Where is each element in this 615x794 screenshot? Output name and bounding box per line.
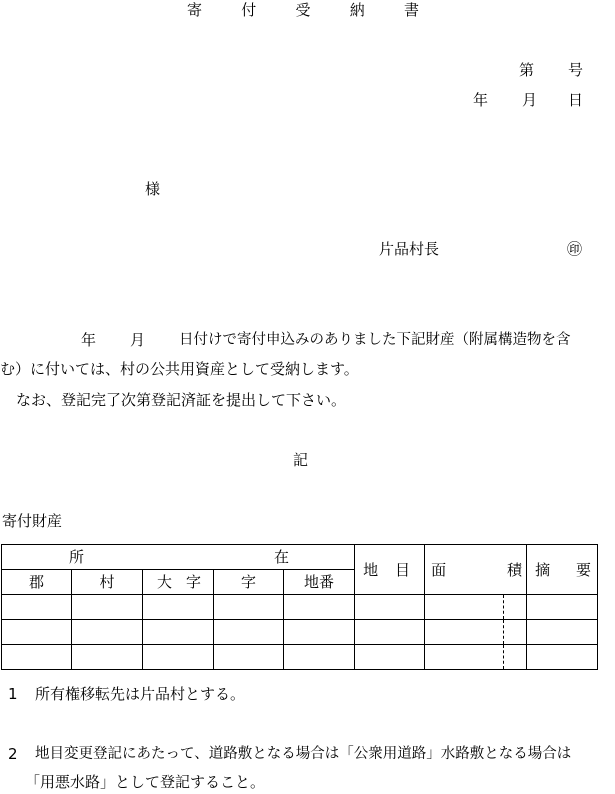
mura-header: 村: [72, 570, 143, 595]
note-2-continuation: 「用悪水路」として登記すること。: [25, 773, 266, 791]
table-cell[interactable]: [2, 595, 72, 620]
table-cell[interactable]: [527, 595, 598, 620]
note-1-number: 1: [8, 685, 18, 703]
property-table: [1, 544, 598, 670]
body-year: 年: [81, 331, 97, 349]
recipient-suffix: 様: [145, 180, 161, 198]
table-cell[interactable]: [355, 620, 425, 645]
oaza-header-b: 字: [185, 573, 201, 591]
remarks-header: [527, 545, 598, 595]
section-label: 寄付財産: [2, 512, 63, 530]
table-cell[interactable]: [72, 620, 143, 645]
date-year: 年: [473, 91, 489, 109]
note-2-text: 地目変更登記にあたって、道路敷となる場合は「公衆用道路」水路敷となる場合は: [35, 746, 572, 762]
note-2-number: 2: [8, 745, 18, 763]
table-cell[interactable]: [143, 645, 214, 670]
oaza-header-a: 大: [157, 573, 173, 591]
body-month: 月: [130, 331, 146, 349]
table-cell[interactable]: [527, 620, 598, 645]
title-char: 寄: [187, 1, 203, 19]
table-cell[interactable]: [284, 595, 355, 620]
land-type-header-a: 地: [363, 560, 379, 579]
oaza-header: [143, 570, 214, 595]
note-1-text: 所有権移転先は片品村とする。: [35, 685, 246, 703]
ki-heading: 記: [293, 451, 309, 469]
location-header: [2, 545, 355, 570]
table-cell[interactable]: [214, 645, 284, 670]
table-cell[interactable]: [527, 645, 598, 670]
land-type-header-b: 目: [395, 560, 411, 579]
date-month: 月: [522, 91, 538, 109]
table-cell[interactable]: [504, 645, 527, 670]
chiban-header: 地番: [284, 570, 355, 595]
title-char: 書: [403, 1, 419, 19]
table-cell[interactable]: [214, 620, 284, 645]
table-row: [2, 645, 598, 670]
table-cell[interactable]: [504, 595, 527, 620]
area-header-a: 面: [431, 560, 447, 579]
document-title: [187, 0, 419, 20]
table-cell[interactable]: [143, 595, 214, 620]
table-cell[interactable]: [355, 595, 425, 620]
seal-mark: ㊞: [567, 240, 583, 258]
title-char: 納: [349, 1, 365, 19]
table-cell[interactable]: [504, 620, 527, 645]
table-cell[interactable]: [425, 645, 504, 670]
number-dai: 第: [519, 61, 535, 79]
body-line2: む）に付いては、村の公共用資産として受納します。: [0, 360, 359, 378]
table-cell[interactable]: [355, 645, 425, 670]
table-cell[interactable]: [425, 595, 504, 620]
aza-header: 字: [214, 570, 284, 595]
remarks-header-a: 摘: [535, 560, 551, 579]
title-char: 受: [295, 1, 311, 19]
area-header: [425, 545, 527, 595]
table-cell[interactable]: [2, 645, 72, 670]
body-line3: なお、登記完了次第登記済証を提出して下さい。: [16, 391, 347, 409]
table-cell[interactable]: [72, 595, 143, 620]
number-go: 号: [568, 61, 584, 79]
table-cell[interactable]: [214, 595, 284, 620]
table-cell[interactable]: [284, 620, 355, 645]
title-char: 付: [241, 1, 257, 19]
location-header-right: 在: [274, 548, 290, 566]
area-header-b: 積: [507, 560, 523, 579]
table-cell[interactable]: [425, 620, 504, 645]
remarks-header-b: 要: [576, 560, 592, 579]
gun-header: 郡: [2, 570, 72, 595]
table-cell[interactable]: [72, 645, 143, 670]
body-line1-rest: 日付けで寄付申込みのありました下記財産（附属構造物を含: [179, 332, 571, 348]
table-row: [2, 595, 598, 620]
table-cell[interactable]: [2, 620, 72, 645]
issuer-name: 片品村長: [379, 240, 440, 258]
table-cell[interactable]: [284, 645, 355, 670]
location-header-left: 所: [69, 548, 85, 566]
land-type-header: [355, 545, 425, 595]
date-day: 日: [568, 91, 584, 109]
table-row: [2, 620, 598, 645]
table-cell[interactable]: [143, 620, 214, 645]
